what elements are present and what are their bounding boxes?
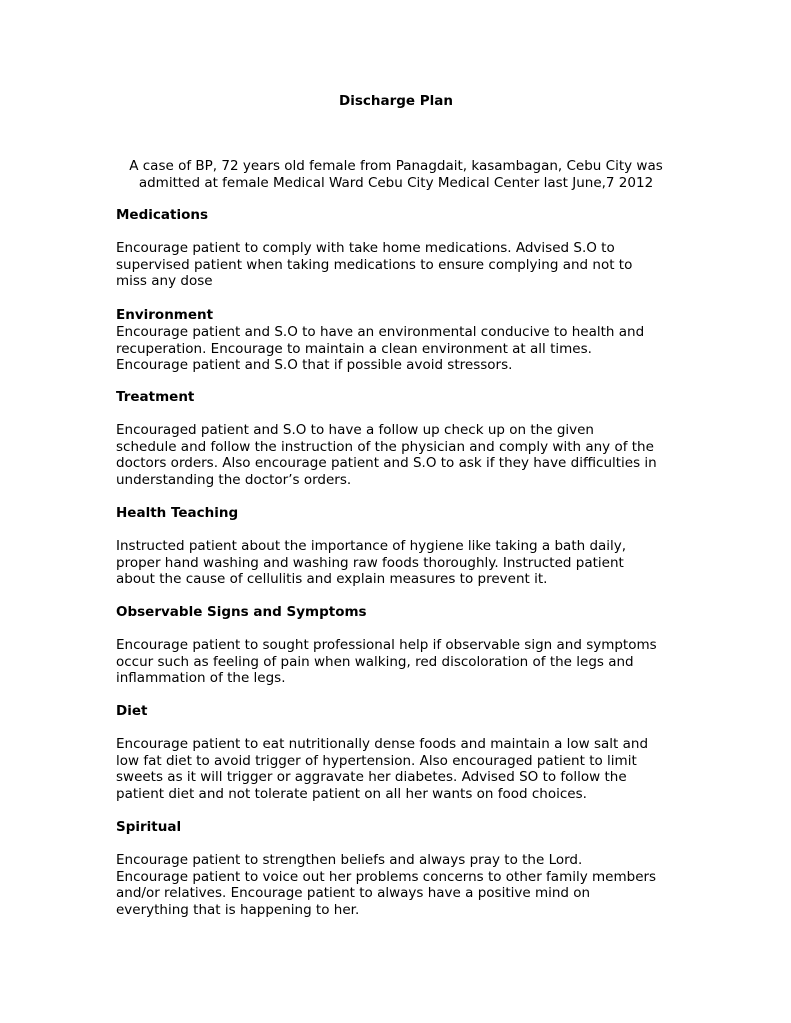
case-intro-line: A case of BP, 72 years old female from Panagdait, kasambagan, Cebu City was <box>129 158 663 174</box>
section-heading: Medications <box>116 207 208 223</box>
section-treatment <box>116 389 678 488</box>
section-line: Encourage patient and S.O that if possible avoid stressors. <box>116 357 513 374</box>
section-line: patient diet and not tolerate patient on all her wants on food choices. <box>116 785 587 802</box>
section-line: Instructed patient about the importance of hygiene like taking a bath daily, <box>116 538 627 554</box>
section-line: Encourage patient to comply with take home medications. Advised S.O to <box>116 240 615 256</box>
section-line: doctors orders. Also encourage patient and S.O to ask if they have difficulties in <box>116 455 657 472</box>
section-line: sweets as it will trigger or aggravate her diabetes. Advised SO to follow the <box>116 769 627 786</box>
section-line: Encourage patient to voice out her problems concerns to other family members <box>116 868 657 885</box>
section-line: low fat diet to avoid trigger of hypertension. Also encouraged patient to limit <box>116 752 637 769</box>
section-environment <box>116 307 678 374</box>
case-intro <box>116 158 676 192</box>
section-line: recuperation. Encourage to maintain a clean environment at all times. <box>116 340 592 357</box>
section-line: everything that is happening to her. <box>116 901 360 918</box>
section-medications <box>116 207 678 290</box>
section-line: understanding the doctor’s orders. <box>116 471 352 488</box>
section-line: about the cause of cellulitis and explain measures to prevent it. <box>116 571 548 588</box>
section-health-teaching <box>116 505 678 588</box>
section-heading: Environment <box>116 307 214 323</box>
section-heading: Spiritual <box>116 819 182 835</box>
section-heading: Treatment <box>116 389 195 405</box>
section-spiritual <box>116 819 678 918</box>
case-intro-line: admitted at female Medical Ward Cebu City Medical Center last June,7 2012 <box>138 175 654 191</box>
section-diet <box>116 703 678 802</box>
section-line: Encourage patient and S.O to have an environmental conducive to health and <box>116 324 645 340</box>
section-line: proper hand washing and washing raw foods thoroughly. Instructed patient <box>116 554 624 571</box>
section-line: and/or relatives. Encourage patient to always have a positive mind on <box>116 885 591 902</box>
document-title: Discharge Plan <box>338 93 453 109</box>
section-line: Encourage patient to strengthen beliefs and always pray to the Lord. <box>116 852 583 868</box>
section-line: schedule and follow the instruction of the physician and comply with any of the <box>116 438 654 455</box>
section-line: inflammation of the legs. <box>116 670 286 687</box>
section-observable-signs <box>116 604 678 687</box>
section-heading: Health Teaching <box>116 505 239 521</box>
section-heading: Diet <box>116 703 148 719</box>
section-line: supervised patient when taking medications to ensure complying and not to <box>116 256 633 273</box>
section-line: Encouraged patient and S.O to have a follow up check up on the given <box>116 422 594 438</box>
section-line: Encourage patient to eat nutritionally dense foods and maintain a low salt and <box>116 736 649 752</box>
section-line: Encourage patient to sought professional help if observable sign and symptoms <box>116 637 657 653</box>
section-line: miss any dose <box>116 273 213 290</box>
section-heading: Observable Signs and Symptoms <box>116 604 367 620</box>
section-line: occur such as feeling of pain when walking, red discoloration of the legs and <box>116 653 634 670</box>
